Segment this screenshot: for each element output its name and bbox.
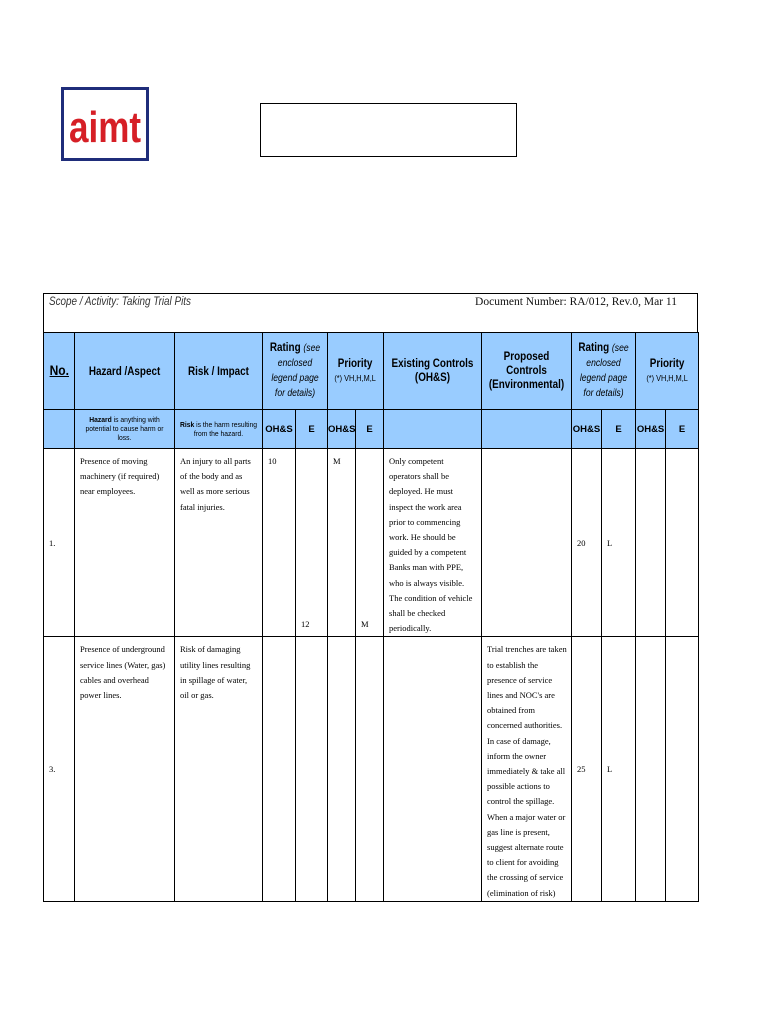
document-number: Document Number: RA/012, Rev.0, Mar 11 bbox=[475, 296, 677, 308]
rating-e-cell: 12 bbox=[296, 637, 328, 901]
rating2-e-cell: L bbox=[602, 637, 636, 901]
table-row bbox=[44, 449, 699, 637]
sub-proposed bbox=[482, 410, 572, 449]
col-no-header: No. bbox=[44, 333, 75, 410]
row-number: 1. bbox=[44, 449, 75, 637]
sub-priority2-e: E bbox=[666, 410, 699, 449]
priority-ohs-cell: M bbox=[328, 449, 356, 637]
column-header-row bbox=[44, 333, 699, 410]
existing-controls-cell: Only competent operators shall be deployed. He must inspect the work area prior to commencing work. He should be guided by a competent Banks man with PPE, who is always visible. The condition of vehicle shall be checked periodically. bbox=[384, 449, 482, 637]
priority-e-cell bbox=[356, 449, 384, 637]
sub-priority-e: E bbox=[356, 410, 384, 449]
rating-e-cell bbox=[296, 449, 328, 637]
col-rating2-header: Rating (see enclosed legend page for details) bbox=[572, 333, 636, 410]
scope-activity: Scope / Activity: Taking Trial Pits bbox=[49, 296, 191, 308]
sub-existing bbox=[384, 410, 482, 449]
aimt-logo-mark bbox=[64, 90, 146, 158]
sub-rating-ohs: OH&S bbox=[263, 410, 296, 449]
sub-priority-ohs: OH&S bbox=[328, 410, 356, 449]
hazard-cell: Presence of moving machinery (if required) near employees. bbox=[75, 449, 175, 637]
priority2-ohs-cell bbox=[636, 449, 666, 637]
col-priority2-header: Priority (*) VH,H,M,L bbox=[636, 333, 699, 410]
rating-ohs-cell bbox=[263, 637, 296, 901]
company-logo bbox=[61, 87, 149, 161]
rating2-e-cell: L bbox=[602, 449, 636, 637]
sub-rating2-e: E bbox=[602, 410, 636, 449]
document-title-box bbox=[260, 103, 517, 157]
risk-assessment-document bbox=[43, 293, 698, 902]
col-risk-header: Risk / Impact bbox=[175, 333, 263, 410]
priority-e-cell: M bbox=[356, 637, 384, 901]
priority2-e-cell bbox=[666, 637, 699, 901]
risk-definition: Risk is the harm resulting from the hazard. bbox=[175, 410, 263, 449]
table-row bbox=[44, 637, 699, 901]
col-proposed-controls-header: Proposed Controls (Environmental) bbox=[482, 333, 572, 410]
priority-ohs-cell bbox=[328, 637, 356, 901]
rating2-ohs-cell: 25 bbox=[572, 637, 602, 901]
proposed-controls-cell: Trial trenches are taken to establish the presence of service lines and NOC's are obtained from concerned authorities. In case of damage, inform the owner immediately & take all possible actions to control the spillage. When a major water or gas line is present, suggest alternate route to client for avoiding the crossing of service (elimination of risk) bbox=[482, 637, 572, 901]
risk-table bbox=[43, 332, 699, 902]
risk-cell: An injury to all parts of the body and as well as more serious fatal injuries. bbox=[175, 449, 263, 637]
priority2-e-cell bbox=[666, 449, 699, 637]
sub-priority2-ohs: OH&S bbox=[636, 410, 666, 449]
risk-cell: Risk of damaging utility lines resulting in spillage of water, oil or gas. bbox=[175, 637, 263, 901]
sub-rating-e: E bbox=[296, 410, 328, 449]
scope-bar bbox=[43, 293, 698, 332]
col-priority-header: Priority (*) VH,H,M,L bbox=[328, 333, 384, 410]
svg-text:aimt: aimt bbox=[69, 103, 142, 152]
col-hazard-header: Hazard /Aspect bbox=[75, 333, 175, 410]
rating-ohs-cell: 10 bbox=[263, 449, 296, 637]
col-existing-controls-header: Existing Controls (OH&S) bbox=[384, 333, 482, 410]
col-rating-header: Rating (see enclosed legend page for details) bbox=[263, 333, 328, 410]
proposed-controls-cell bbox=[482, 449, 572, 637]
sub-no bbox=[44, 410, 75, 449]
hazard-cell: Presence of underground service lines (Water, gas) cables and overhead power lines. bbox=[75, 637, 175, 901]
rating2-ohs-cell: 20 bbox=[572, 449, 602, 637]
existing-controls-cell bbox=[384, 637, 482, 901]
sub-rating2-ohs: OH&S bbox=[572, 410, 602, 449]
sub-header-row bbox=[44, 410, 699, 449]
priority2-ohs-cell bbox=[636, 637, 666, 901]
hazard-definition: Hazard is anything with potential to cause harm or loss. bbox=[75, 410, 175, 449]
row-number: 3. bbox=[44, 637, 75, 901]
